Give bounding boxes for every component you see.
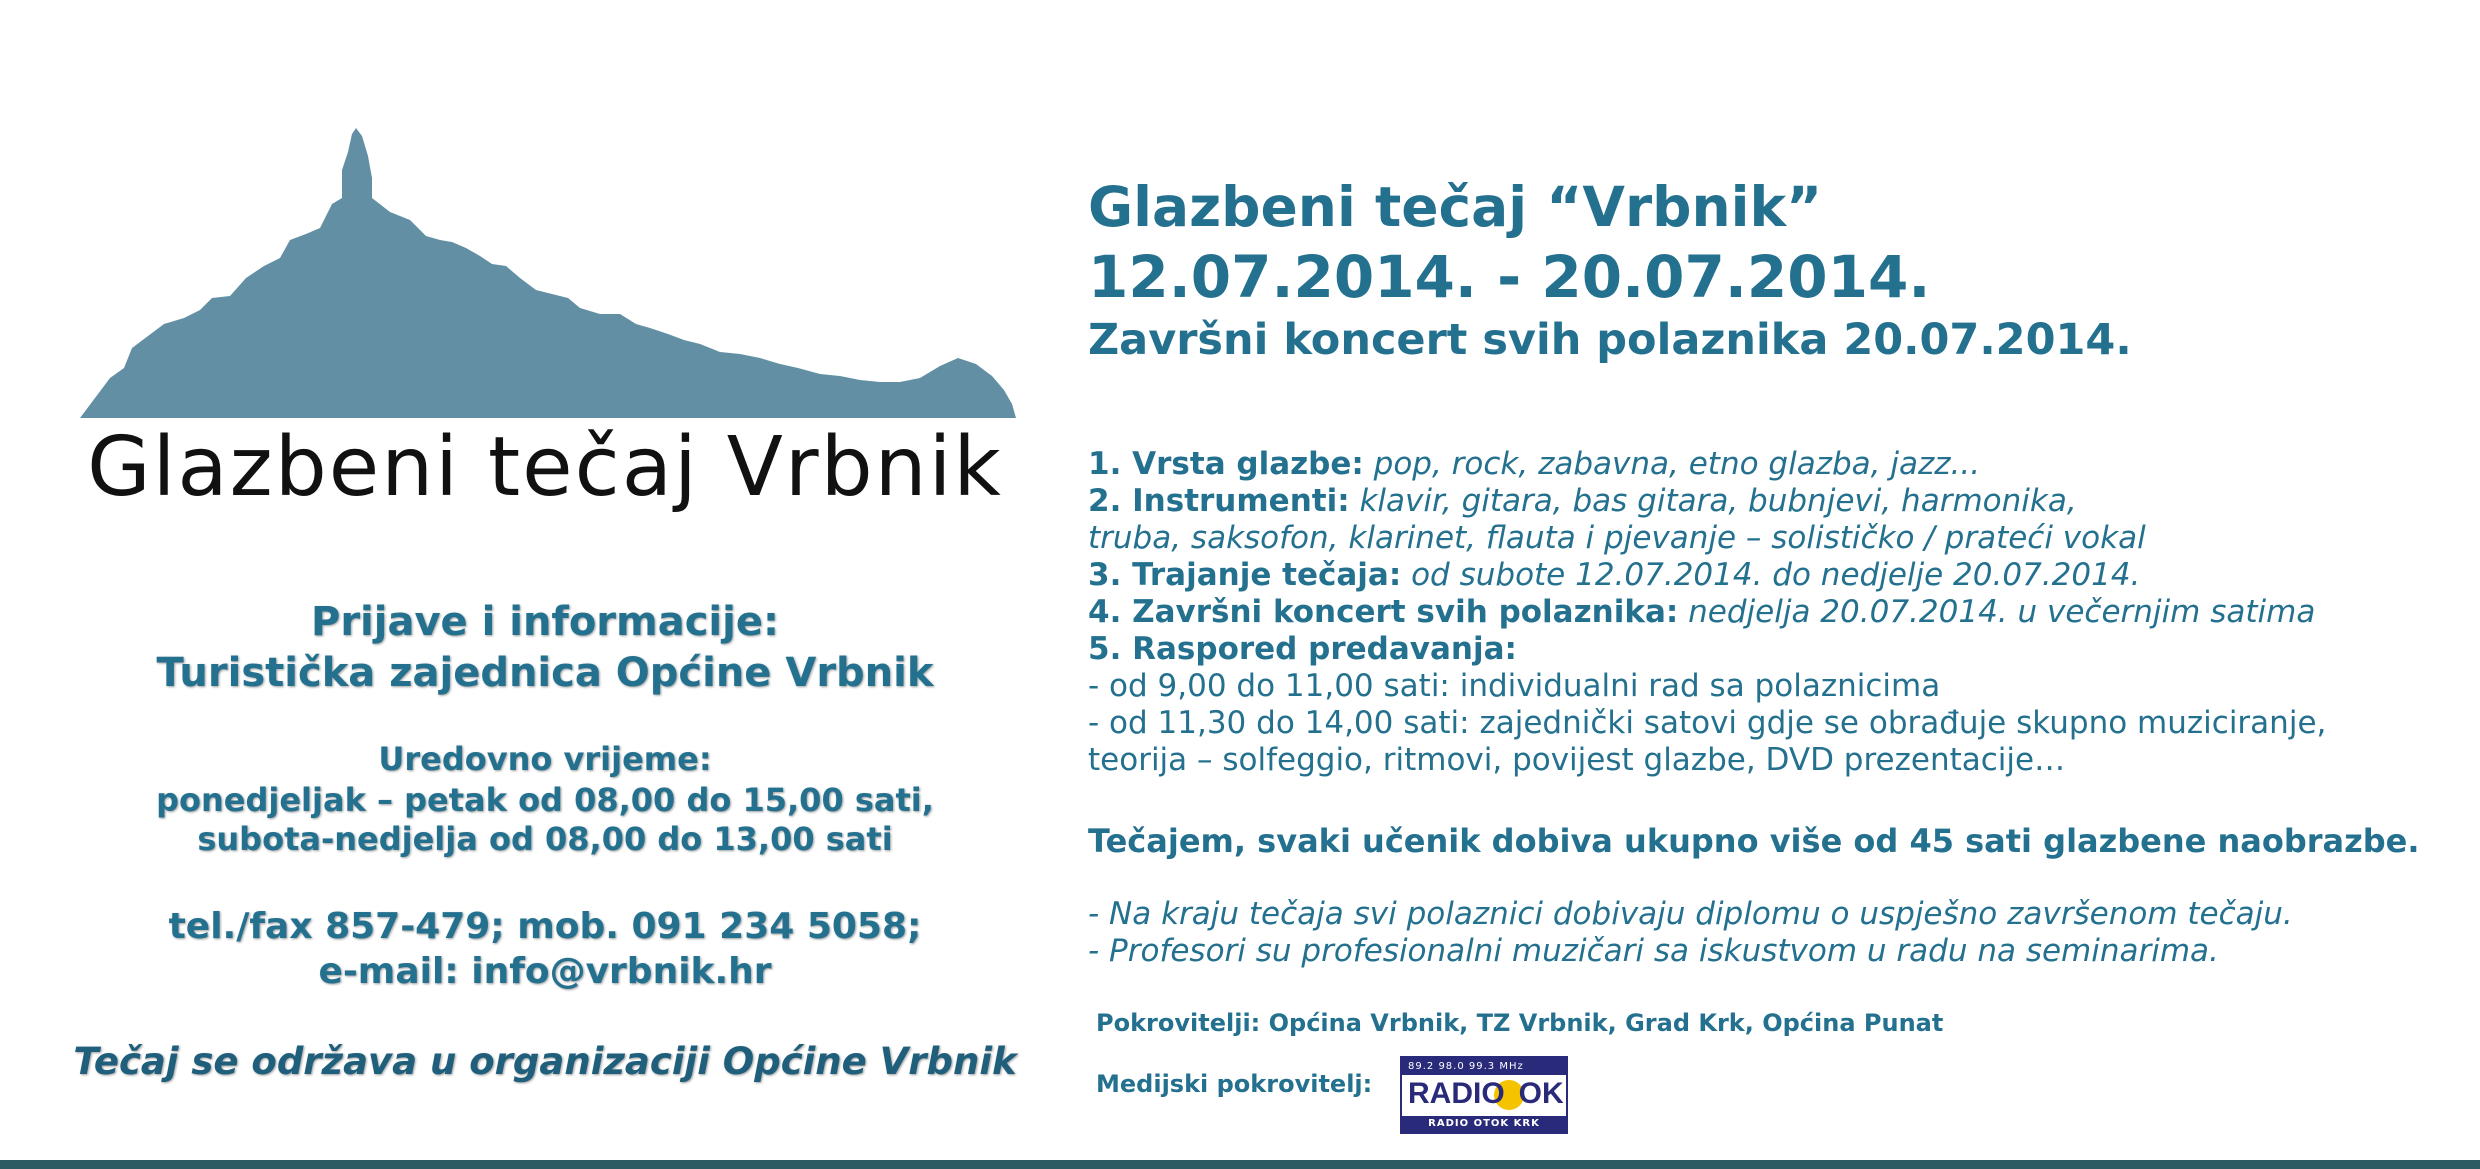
list-item: - od 9,00 do 11,00 sati: individualni rad sa polaznicima: [1088, 668, 1941, 704]
final-concert-line: Završni koncert svih polaznika 20.07.2014.: [1088, 315, 2132, 365]
list-item: teorija – solfeggio, ritmovi, povijest glazbe, DVD prezentacije…: [1088, 742, 2066, 778]
list-item: - od 11,30 do 14,00 sati: zajednički satovi gdje se obrađuje skupno muziciranje,: [1088, 705, 2327, 741]
sponsors-line: Pokrovitelji: Općina Vrbnik, TZ Vrbnik, Grad Krk, Općina Punat: [1096, 1009, 1944, 1037]
list-item: 4. Završni koncert svih polaznika: nedjelja 20.07.2014. u večernjim satima: [1088, 594, 2316, 630]
radio-otok-krk-logo: [1400, 1056, 1568, 1134]
organizer-note: Tečaj se održava u organizaciji Općine Vrbnik: [73, 1040, 1017, 1083]
email-contact: e-mail: info@vrbnik.hr: [318, 951, 772, 992]
office-hours-heading: Uredovno vrijeme:: [378, 740, 712, 778]
tourist-board-name: Turistička zajednica Općine Vrbnik: [156, 650, 934, 696]
note-line: - Profesori su profesionalni muzičari sa iskustvom u radu na seminarima.: [1088, 933, 2219, 969]
list-item: 1. Vrsta glazbe: pop, rock, zabavna, etno glazba, jazz...: [1088, 446, 1981, 482]
registration-heading: Prijave i informacije:: [311, 599, 779, 645]
phone-contact: tel./fax 857-479; mob. 091 234 5058;: [168, 906, 922, 947]
office-hours-weekdays: ponedjeljak – petak od 08,00 do 15,00 sati,: [156, 781, 934, 819]
note-line: - Na kraju tečaja svi polaznici dobivaju diplomu o uspješno završenom tečaju.: [1088, 896, 2293, 932]
radio-wordmark: RADIO OK: [1408, 1077, 1564, 1110]
media-sponsor-label: Medijski pokrovitelj:: [1096, 1070, 1373, 1098]
radio-frequencies: 89.2 98.0 99.3 MHz: [1402, 1058, 1566, 1075]
bottom-divider: [0, 1160, 2480, 1169]
course-dates: 12.07.2014. - 20.07.2014.: [1088, 243, 1931, 311]
list-item: 2. Instrumenti: klavir, gitara, bas gitara, bubnjevi, harmonika,: [1088, 483, 2077, 519]
list-item: truba, saksofon, klarinet, flauta i pjevanje – solističko / prateći vokal: [1088, 520, 2146, 556]
town-silhouette-logo: [80, 128, 1016, 418]
logo-wordmark: Glazbeni tečaj Vrbnik: [87, 420, 1003, 515]
list-item: 3. Trajanje tečaja: od subote 12.07.2014. do nedjelje 20.07.2014.: [1088, 557, 2141, 593]
radio-subtitle: RADIO OTOK KRK: [1402, 1116, 1566, 1132]
course-details-list: [1088, 446, 2326, 779]
list-item: 5. Raspored predavanja:: [1088, 631, 1517, 667]
office-hours-weekend: subota-nedjelja od 08,00 do 13,00 sati: [197, 820, 893, 858]
additional-notes: [1088, 896, 2293, 970]
course-title: Glazbeni tečaj “Vrbnik”: [1088, 175, 1823, 239]
total-hours-statement: Tečajem, svaki učenik dobiva ukupno više od 45 sati glazbene naobrazbe.: [1088, 822, 2420, 860]
